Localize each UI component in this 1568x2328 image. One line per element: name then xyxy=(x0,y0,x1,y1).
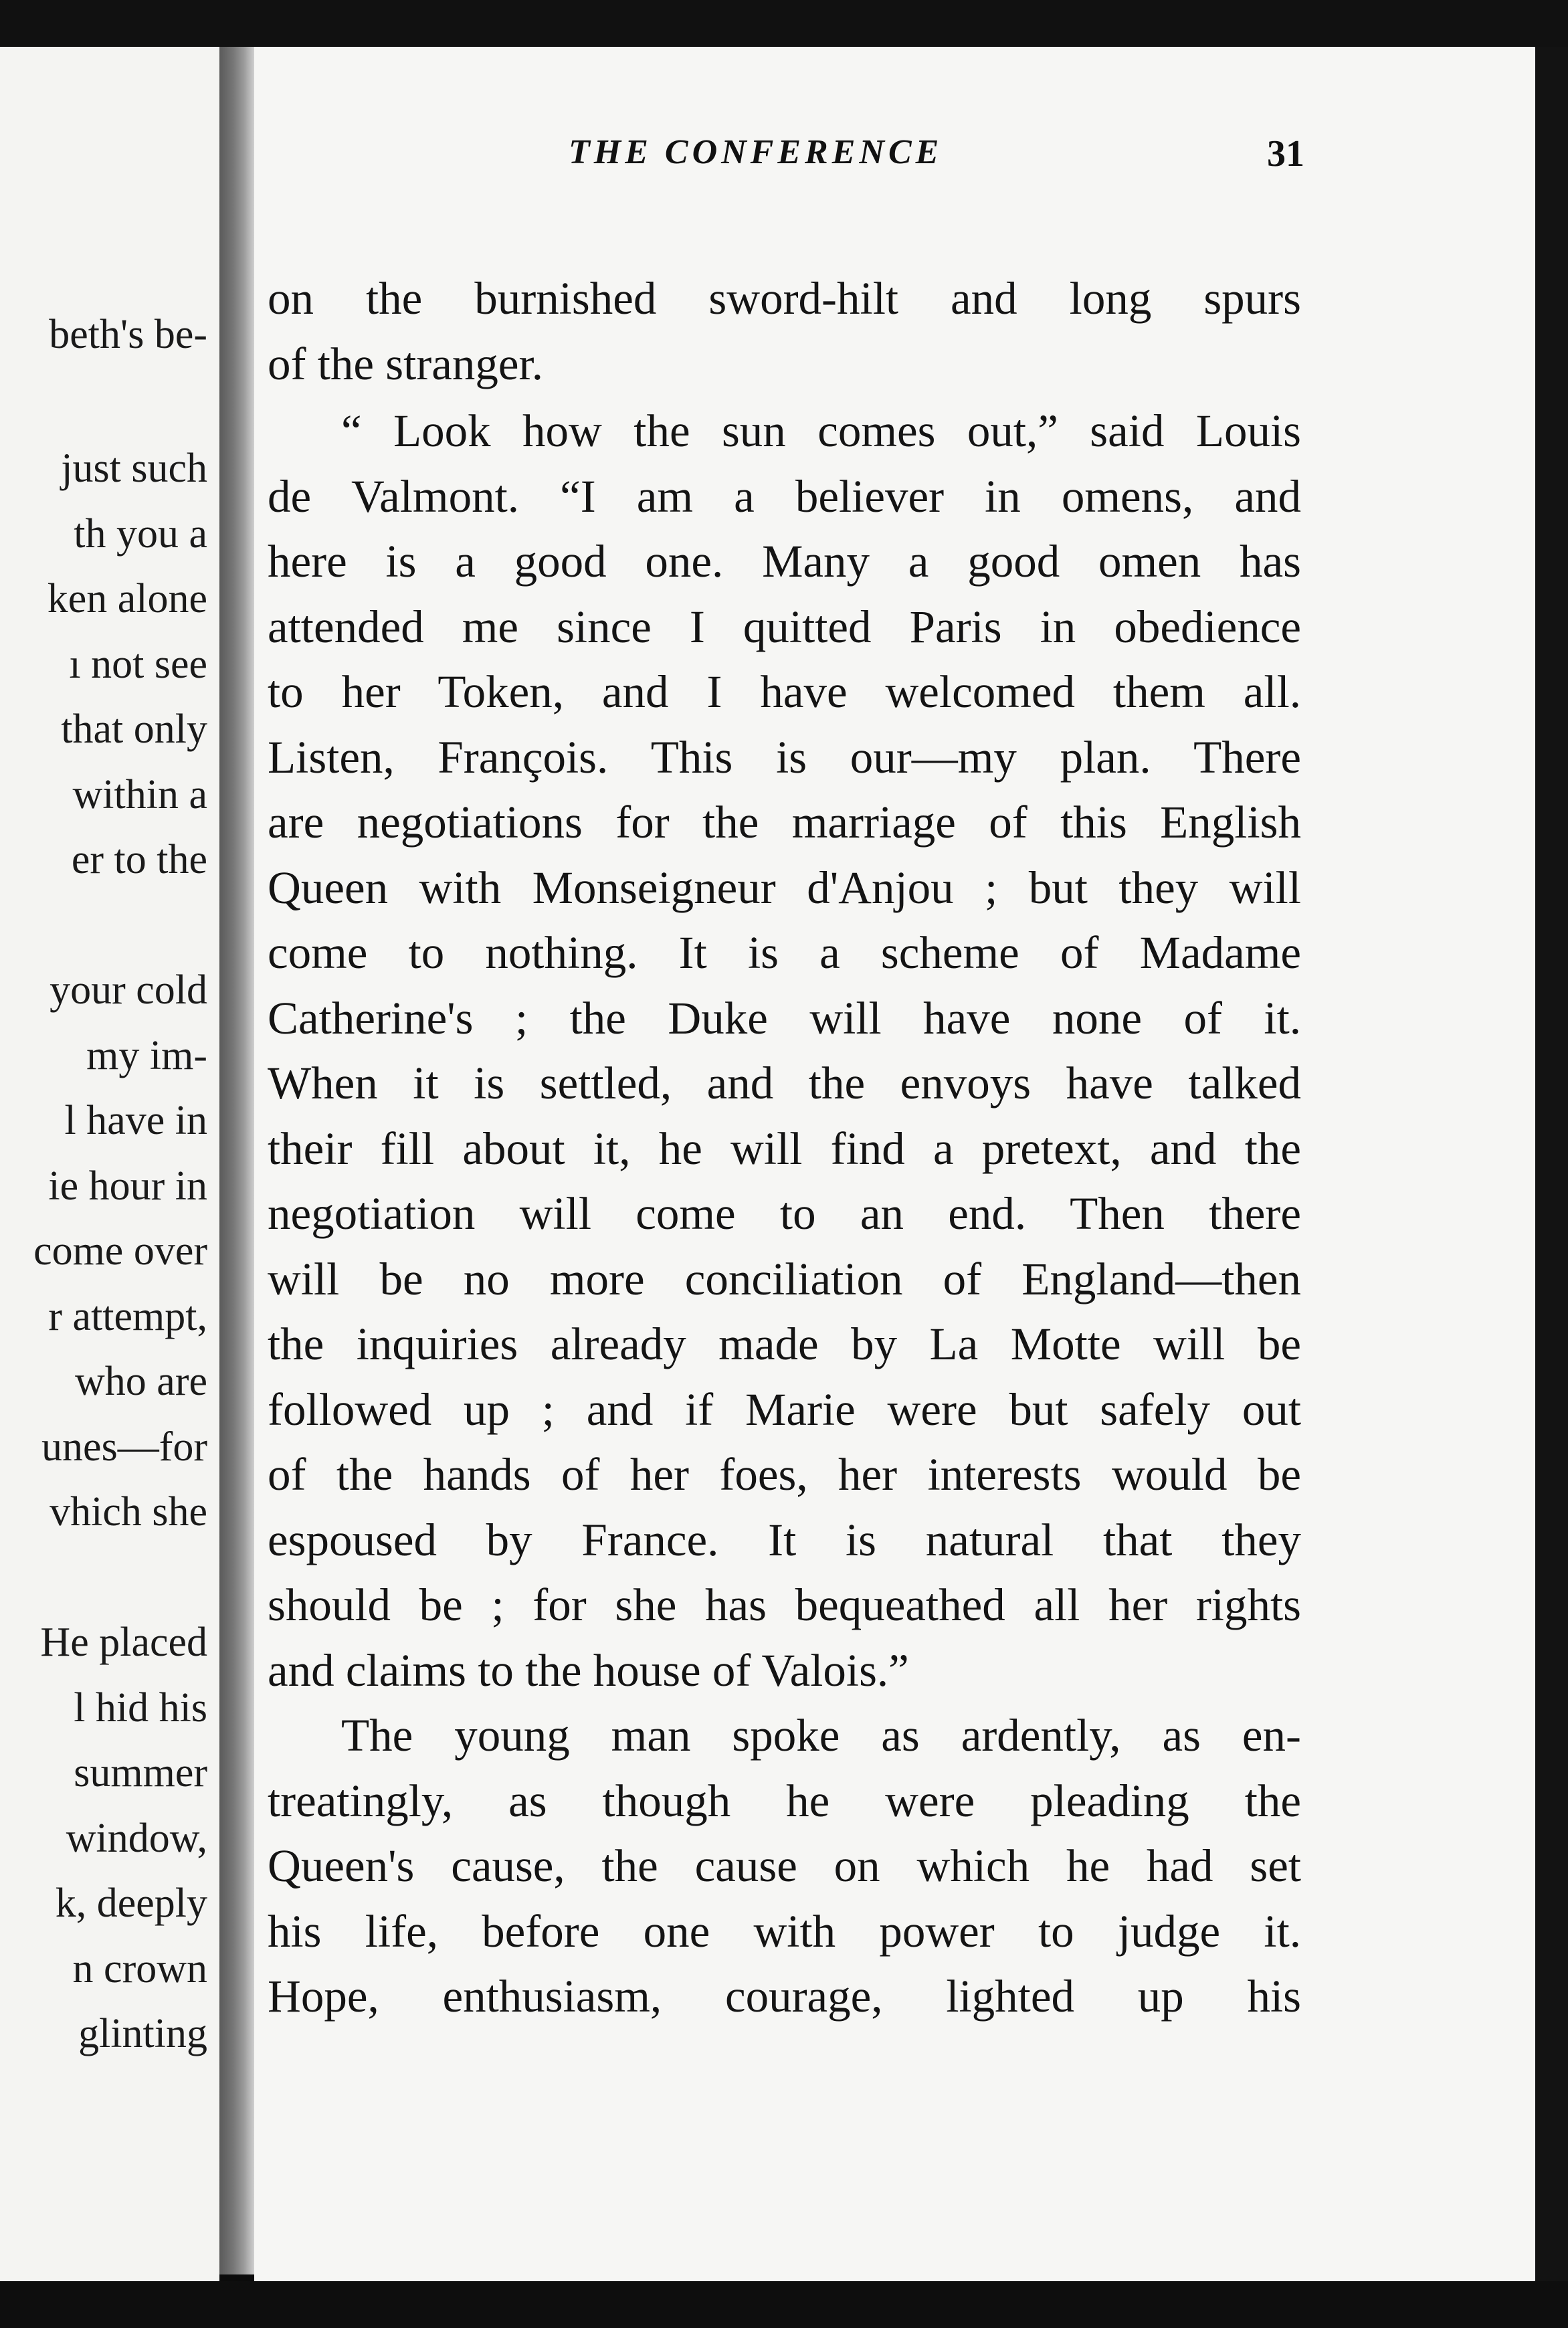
left-page-line: er to the xyxy=(71,837,207,882)
left-page-line: l have in xyxy=(64,1098,207,1143)
left-page-line: come over xyxy=(33,1228,207,1274)
left-page-line: just such xyxy=(61,446,207,491)
left-page-line: unes—for xyxy=(41,1424,207,1470)
left-page-line: th you a xyxy=(74,511,207,557)
left-page-line: ken alone xyxy=(47,576,207,621)
text-line: to her Token, and I have welcomed them all. xyxy=(268,666,1301,717)
text-line: negotiation will come to an end. Then there xyxy=(268,1188,1301,1239)
text-line: “ Look how the sun comes out,” said Louis xyxy=(341,405,1301,456)
text-line: their fill about it, he will find a pretext, and the xyxy=(268,1123,1301,1174)
left-page-line: l hid his xyxy=(74,1685,207,1731)
text-line: attended me since I quitted Paris in obedience xyxy=(268,601,1301,652)
text-line: will be no more conciliation of England—then xyxy=(268,1254,1301,1304)
left-page-line: ı not see xyxy=(69,642,207,687)
left-page-line: my im- xyxy=(86,1033,207,1078)
left-page-line: glinting xyxy=(78,2011,207,2056)
running-head-title: THE CONFERENCE xyxy=(569,133,943,171)
text-line: the inquiries already made by La Motte will be xyxy=(268,1319,1301,1369)
text-line: here is a good one. Many a good omen has xyxy=(268,536,1301,587)
scan-top-border xyxy=(0,0,1568,47)
text-line: of the hands of her foes, her interests would be xyxy=(268,1449,1301,1500)
left-page-line: vhich she xyxy=(50,1489,207,1535)
scan-bottom-border xyxy=(0,2281,1568,2328)
left-page-line: within a xyxy=(72,772,207,817)
text-line: The young man spoke as ardently, as en- xyxy=(341,1710,1301,1761)
text-line: treatingly, as though he were pleading the xyxy=(268,1775,1301,1826)
text-line: When it is settled, and the envoys have talked xyxy=(268,1058,1301,1108)
left-page-line: beth's be- xyxy=(49,312,207,357)
text-line: espoused by France. It is natural that they xyxy=(268,1515,1301,1565)
left-page-line: n crown xyxy=(72,1946,207,1992)
left-page-line: who are xyxy=(75,1359,207,1404)
left-page-line: that only xyxy=(61,706,207,752)
left-page-line: He placed xyxy=(40,1620,207,1665)
text-line: followed up ; and if Marie were but safely out xyxy=(268,1384,1301,1435)
left-page-line: k, deeply xyxy=(55,1880,207,1926)
text-line: Queen's cause, the cause on which he had set xyxy=(268,1840,1301,1891)
text-line: of the stranger. xyxy=(268,338,543,389)
left-page-line: ie hour in xyxy=(48,1163,207,1209)
left-page-line: window, xyxy=(66,1816,207,1861)
text-line: and claims to the house of Valois.” xyxy=(268,1645,909,1696)
scan-right-border xyxy=(1535,47,1568,2281)
left-page-line: r attempt, xyxy=(48,1294,207,1339)
text-line: Queen with Monseigneur d'Anjou ; but they will xyxy=(268,862,1301,913)
text-line: come to nothing. It is a scheme of Madame xyxy=(268,927,1301,978)
text-line: Hope, enthusiasm, courage, lighted up his xyxy=(268,1971,1301,2022)
text-line: Listen, François. This is our—my plan. There xyxy=(268,732,1301,783)
left-facing-page xyxy=(0,47,219,2281)
page-number: 31 xyxy=(1267,133,1304,175)
book-gutter xyxy=(219,47,254,2274)
text-line: Catherine's ; the Duke will have none of it. xyxy=(268,993,1301,1044)
text-line: are negotiations for the marriage of this English xyxy=(268,797,1301,848)
text-line: on the burnished sword-hilt and long spurs xyxy=(268,273,1301,324)
text-line: de Valmont. “I am a believer in omens, and xyxy=(268,471,1301,522)
left-page-line: summer xyxy=(74,1750,207,1796)
left-page-line: your cold xyxy=(50,967,207,1013)
text-line: should be ; for she has bequeathed all her rights xyxy=(268,1579,1301,1630)
text-line: his life, before one with power to judge it. xyxy=(268,1906,1301,1957)
